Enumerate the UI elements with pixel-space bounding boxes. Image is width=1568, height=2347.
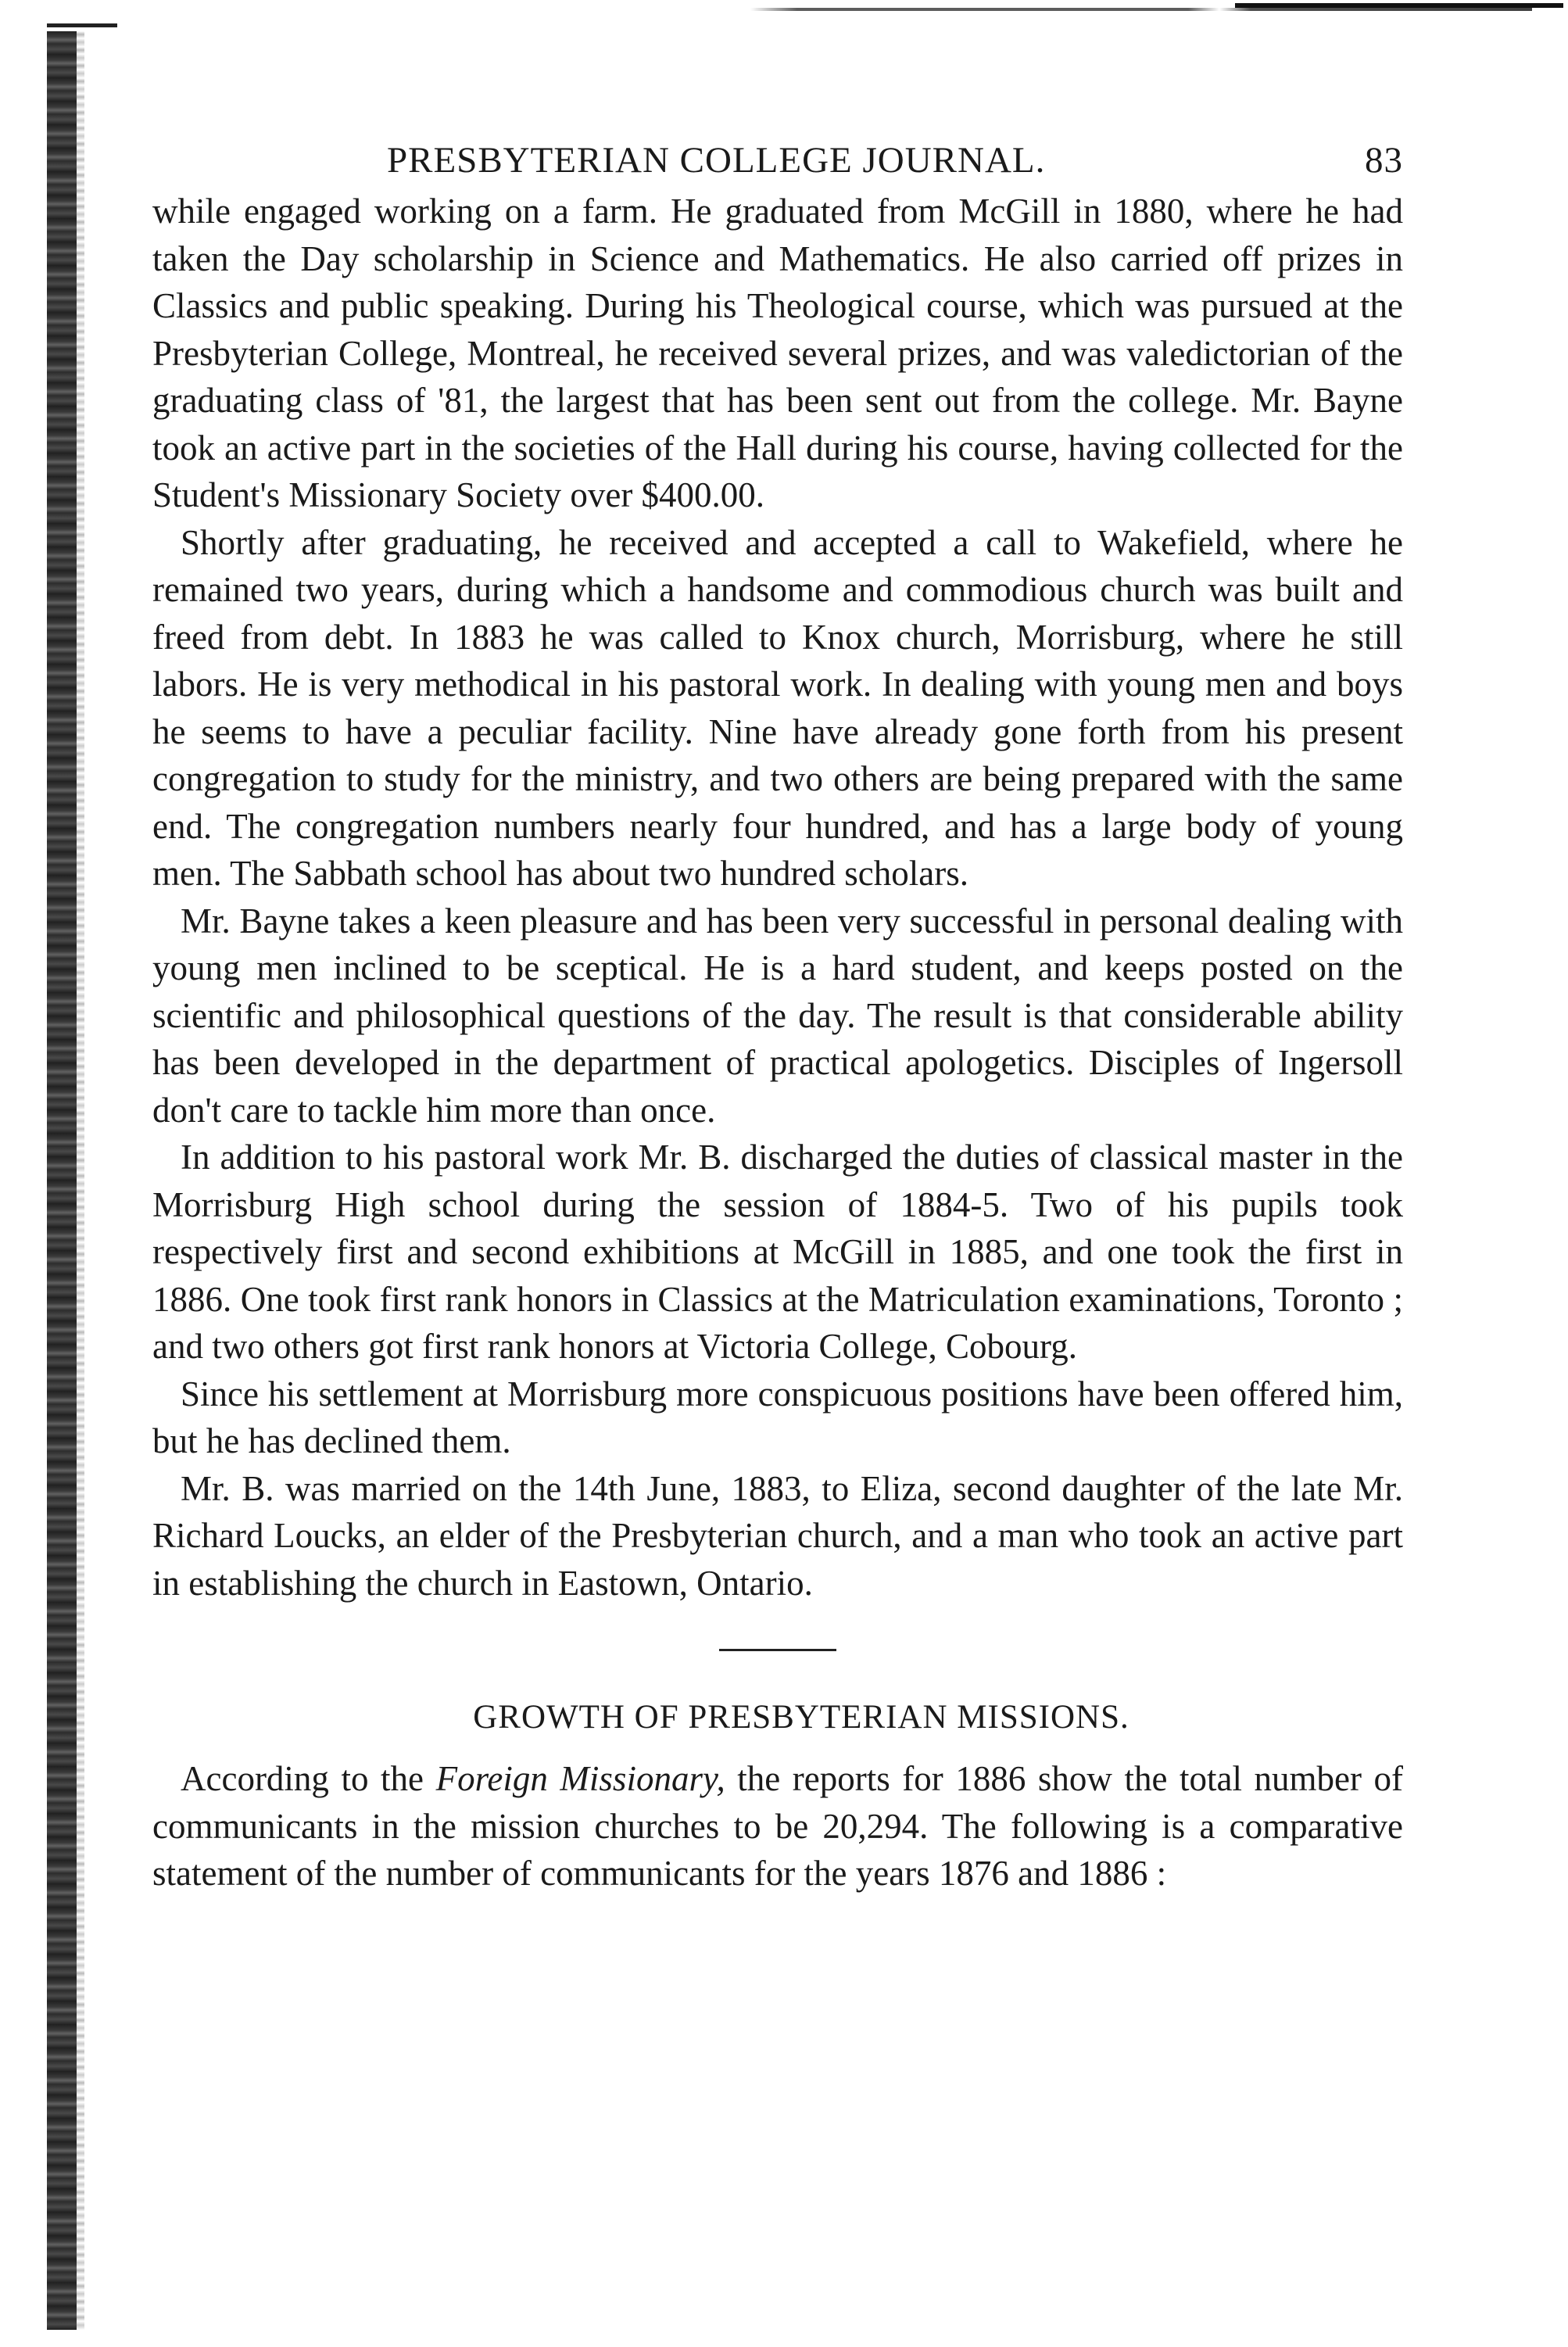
scan-edge-mark	[47, 23, 117, 27]
biography-paragraph: Shortly after graduating, he received and accepted a call to Wakefield, where he remained two years, during which a handsome and commodious church was built and freed from debt. In 1883 he was called to Knox church, Morrisburg, where he still labors. He is very methodical in his pastoral work. In dealing with young men and boys he seems to have a peculiar facility. Nine have already gone forth from his present congregation to study for the ministry, and two others are being prepared with the same end. The congregation numbers nearly four hundred, and has a large body of young men. The Sabbath school has about two hundred scholars.	[152, 522, 1403, 893]
biography-paragraph: Since his settlement at Morrisburg more conspicuous positions have been offered him, but he has declined them.	[152, 1374, 1403, 1460]
missions-paragraph	[152, 1755, 1403, 1897]
book-binding-edge	[47, 31, 77, 2330]
missions-text	[152, 1755, 1403, 1897]
missions-text-rest: the reports for 1886 show the total number of communicants in the mission churches to be 20,294. The following is a comparative statement of the number of communicants for the years 1876 and 1886 :	[152, 1759, 1403, 1893]
section-heading: GROWTH OF PRESBYTERIAN MISSIONS.	[473, 1699, 1129, 1736]
biography-text	[152, 188, 1403, 1607]
biography-paragraph: Mr. B. was married on the 14th June, 1883, to Eliza, second daughter of the late Mr. Richard Loucks, an elder of the Presbyterian church, and a man who took an active part in establishing the church in Eastown, Ontario.	[152, 1468, 1403, 1603]
biography-paragraph: Mr. Bayne takes a keen pleasure and has been very successful in personal dealing with young men inclined to be sceptical. He is a hard student, and keeps posted on the scientific and philosophical questions of the day. The result is that considerable ability has been developed in the department of practical apologetics. Disciples of Ingersoll don't care to tackle him more than once.	[152, 901, 1403, 1130]
scan-top-rule-dark	[1235, 3, 1563, 8]
running-title: PRESBYTERIAN COLLEGE JOURNAL.	[387, 140, 1046, 181]
biography-paragraph: while engaged working on a farm. He graduated from McGill in 1880, where he had taken the Day scholarship in Science and Mathematics. He also carried off prizes in Classics and public speaking. During his Theological course, which was pursued at the Presbyterian College, Montreal, he received several prizes, and was valedictorian of the graduating class of '81, the largest that has been sent out from the college. Mr. Bayne took an active part in the societies of the Hall during his course, having collected for the Student's Missionary Society over $400.00.	[152, 192, 1403, 514]
missions-text-lead: According to the	[181, 1759, 424, 1798]
page-number: 83	[1365, 140, 1403, 181]
section-divider	[719, 1649, 836, 1651]
running-head	[152, 125, 1403, 188]
journal-page	[152, 125, 1403, 1897]
biography-paragraph: In addition to his pastoral work Mr. B. discharged the duties of classical master in the Morrisburg High school during the session of 1884-5. Two of his pupils took respectively first and second exhibitions at McGill in 1885, and one took the first in 1886. One took first rank honors in Classics at the Matriculation examinations, Toronto ; and two others got first rank honors at Victoria College, Cobourg.	[152, 1138, 1403, 1366]
scan-top-rule	[750, 8, 1532, 11]
publication-title: Foreign Missionary,	[435, 1759, 725, 1798]
